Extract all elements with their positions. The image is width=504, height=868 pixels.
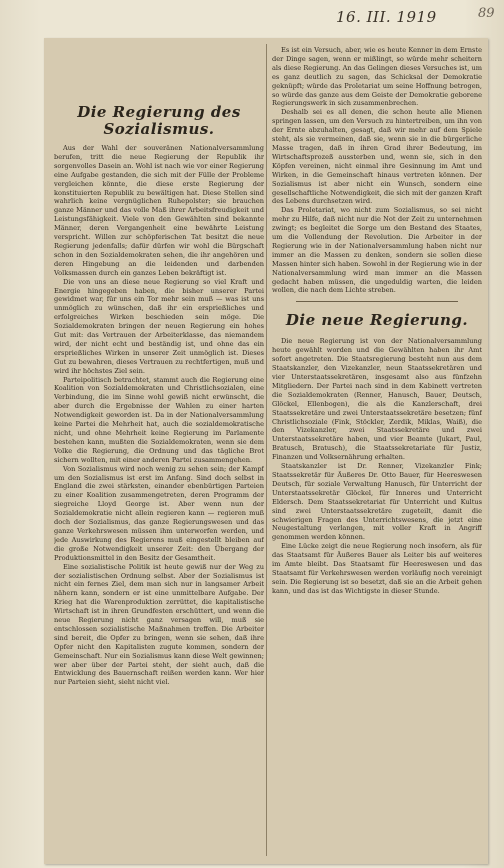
right-column: [272, 46, 482, 858]
article-paragraph: Die von uns an diese neue Regierung so viel Kraft und Energie hingegeben haben, die bisher unserer Partei gewidmet war, für uns ein Tor mehr sein muß — was ist uns unmöglich zu wünschen, daß ihr ein ersprießliches und erfolgreiches Wirken beschieden sein möge. Die Sozialdemokraten bringen der neuen Regierung ein hohes Gut mit: das Vertrauen der Arbeiterklasse, das niemandem wird, der nicht echt und beständig ist, und ohne das ein ersprießliches Wirken in unserer Zeit unmöglich ist. Dieses Gut zu bewahren, dieses Vertrauen zu rechtfertigen, muß und wird ihr höchstes Ziel sein.: [54, 277, 264, 375]
article-paragraph: Von Sozialismus wird noch wenig zu sehen sein; der Kampf um den Sozialismus ist erst im Anfang. Sind doch selbst in England die zwei stärksten, einander ebenbürtigen Parteien zu einer Koalition zusammengetreten, deren Programm der siegreiche Lloyd George ist. Aber wenn nun der Sozialdemokratie nicht allein regieren kann — regieren muß doch der Sozialismus, das ganze Regierungswesen und das ganze Verkehrswesen müssen ihm unterworfen werden, und jede Auswirkung des Regierens muß eingestellt bleiben auf die große Notwendigkeit unserer Zeit: den Übergang der Produktionsmittel in den Besitz der Gesamtheit.: [54, 464, 264, 562]
page-number: 89: [478, 6, 495, 21]
continuation-paragraph: Das Proletariat, wo nicht zum Sozialismus, so sei nicht mehr zu Hilfe, daß nicht nur die Not der Zeit zu unternehmen zwingt; es begleitet die Sorge um den Bestand des Staates, um die Vollendung der Revolution. Die Arbeiter in der Regierung wie in der Nationalversammlung haben nicht nur immer an die Massen zu denken, sondern sie sollen diese Massen hinter sich haben. Sowohl in der Regierung wie in der Nationalversammlung wird man immer an die Massen gedacht haben müssen, die ungeduldig warten, die leiden wollen, die nach dem Lichte streben.: [272, 206, 482, 295]
left-column: [54, 46, 264, 858]
section-title: Die neue Regierung.: [285, 311, 469, 330]
continuation-paragraph: Es ist ein Versuch, aber, wie es heute Kenner in dem Ernste der Dinge sagen, wenn er mißlingt, so würde mehr scheitern als diese Regierung. An das Gelingen dieses Versuches ist, um es ganz deutlich zu sagen, das Schicksal der Demokratie geknüpft; würde das Proletariat um seine Hoffnung betrogen, so würde das ganze aus dem Geiste der Demokratie geborene Regierungswerk in sich zusammenbrechen.: [272, 46, 482, 108]
section-paragraph: Eine Lücke zeigt die neue Regierung noch insofern, als für das Staatsamt für Äußeres Bauer als Leiter bis auf weiteres im Amte bleibt. Das Staatsamt für Heereswesen und das Staatsamt für Verkehrswesen werden vorläufig noch vereinigt sein. Die Regierung ist so besetzt, daß sie an die Arbeit gehen kann, und das ist das Wichtigste in dieser Stunde.: [272, 542, 482, 595]
handwritten-date: 16. III. 1919: [336, 8, 437, 26]
article-paragraph: Parteipolitisch betrachtet, stammt auch die Regierung eine Koalition von Sozialdemokraten und Christlichsozialen, eine Verbindung, die im Sinne wohl gewiß nicht erwünscht, die aber durch die Ergebnisse der Wahlen zu einer harten Notwendigkeit geworden ist. Da in der Nationalversammlung keine Partei die Mehrheit hat, auch die sozialdemokratische nicht, und ohne Mehrheit keine Regierung im Parlamente bestehen kann, mußten die Sozialdemokraten, wenn sie dem Volke die Regierung, die Ordnung und das tägliche Brot sichern wollten, mit einer anderen Partei zusammengehen.: [54, 375, 264, 464]
article-title-line-2: Sozialismus.: [103, 120, 215, 138]
article-paragraph: Aus der Wahl der souveränen Nationalversammlung berufen, tritt die neue Regierung der Republik ihr sorgenvolles Dasein an. Wohl ist nach wie vor einer Regierung eine Aufgabe gestanden, die sich mit der Fülle der Probleme vergleichen könnte, die diese erste Regierung der konstituierten Republik zu bewältigen hat. Diese Stellen sind wahrlich keine vergnüglichen Ruhepolster; sie brauchen ganze Männer und das volle Maß ihrer Arbeitsfreudigkeit und Leistungsfähigkeit. Viele von den Gewählten sind bekannte Männer, deren Vergangenheit eine bewährte Leistung verspricht. Willen zur schöpferischen Tat besitzt die neue Regierung jedenfalls; dafür dürfen wir wohl die Bürgschaft schon in den Sozialdemokraten sehen, die ihr angehören und deren Hingebung an die leidenden und darbenden Volksmassen durch ein ganzes Leben bekräftigt ist.: [54, 144, 264, 277]
section-paragraph: Die neue Regierung ist von der Nationalversammlung heute gewählt worden und die Gewählten haben ihr Amt sofort angetreten. Die Staatsregierung besteht nun aus dem Staatskanzler, den Vizekanzler, neun Staatssekretären und vier Unterstaatssekretären, insgesamt also aus fünfzehn Mitgliedern. Der Partei nach sind in dem Kabinett vertreten die Sozialdemokraten (Renner, Hanusch, Bauer, Deutsch, Glöckel, Ellenbogen), die als die Kanzlerschaft, drei Staatssekretäre und zwei Unterstaatssekretäre besetzen; fünf Christlichsoziale (Fink, Stöckler, Zerdik, Miklas, Waiß), die den Vizekanzler, zwei Staatssekretäre und zwei Unterstaatssekretäre haben, und vier Beamte (Jukart, Paul, Bratusch, Bratusch), die Staatssekretariate für Justiz, Finanzen und Volksernährung erhalten.: [272, 337, 482, 462]
column-divider: [266, 44, 267, 856]
section-paragraph: Staatskanzler ist Dr. Renner, Vizekanzler Fink; Staatssekretär für Äußeres Dr. Otto Bauer, für Heereswesen Deutsch, für soziale Verwaltung Hanusch, für Unterricht der Unterstaatssekretär Glöckel, für Inneres und Unterricht Eldersch. Dem Staatssekretariat für Unterricht und Kultus sind zwei Unterstaatssekretäre zugeteilt, damit die schwierigen Fragen des Unterrichtswesens, die jetzt eine Neugestaltung verlangen, mit voller Kraft in Angriff genommen werden können.: [272, 462, 482, 542]
newspaper-clipping: [44, 38, 488, 864]
article-title-line-1: Die Regierung des: [77, 103, 241, 121]
section-rule: [296, 301, 458, 302]
archive-header: [0, 0, 504, 32]
article-title: [54, 104, 264, 138]
continuation-paragraph: Deshalb sei es all denen, die schon heute alle Mienen springen lassen, um den Versuch zu hintertreiben, um ihn von der Ernte abzuhalten, gesagt, daß wir mehr auf dem Spiele steht, als sie vermeinen, daß sie, wenn sie in die bürgerliche Masse tragen, daß in ihren Grad ihrer Bedeutung, im Wirtschaftsprozeß aussterben und, wenn sie, sich in den Köpfen vereinen, nicht einmal ihre Gesinnung im Amt und Wirken, in die Gemeinschaft hinaus vertreten können. Der Sozialismus ist aber nicht ein Wunsch, sondern eine gesellschaftliche Notwendigkeit, die sich mit der ganzen Kraft des Lebens durchsetzen wird.: [272, 108, 482, 206]
article-paragraph: Eine sozialistische Politik ist heute gewiß nur der Weg zu der sozialistischen Ordnung selbst. Aber der Sozialismus ist nicht ein fernes Ziel, dem man sich nur in langsamer Arbeit nähern kann, sondern er ist eine unmittelbare Aufgabe. Der Krieg hat die Warenproduktion zerrüttet, die kapitalistische Wirtschaft ist in ihren Grundfesten erschüttert, und wenn die neue Regierung nicht ganz versagen will, muß sie entschlossen sozialistische Maßnahmen treffen. Die Arbeiter sind bereit, die Opfer zu bringen, wenn sie sehen, daß ihre Opfer nicht den Kapitalisten zugute kommen, sondern der Gemeinschaft. Nur ein Sozialismus kann diese Welt gewinnen; wer aber über der Partei steht, der sieht auch, daß die Entwicklung des Bauernschaft reißen werden kann. Wer hier nur Parteien sieht, sieht nicht viel.: [54, 562, 264, 687]
